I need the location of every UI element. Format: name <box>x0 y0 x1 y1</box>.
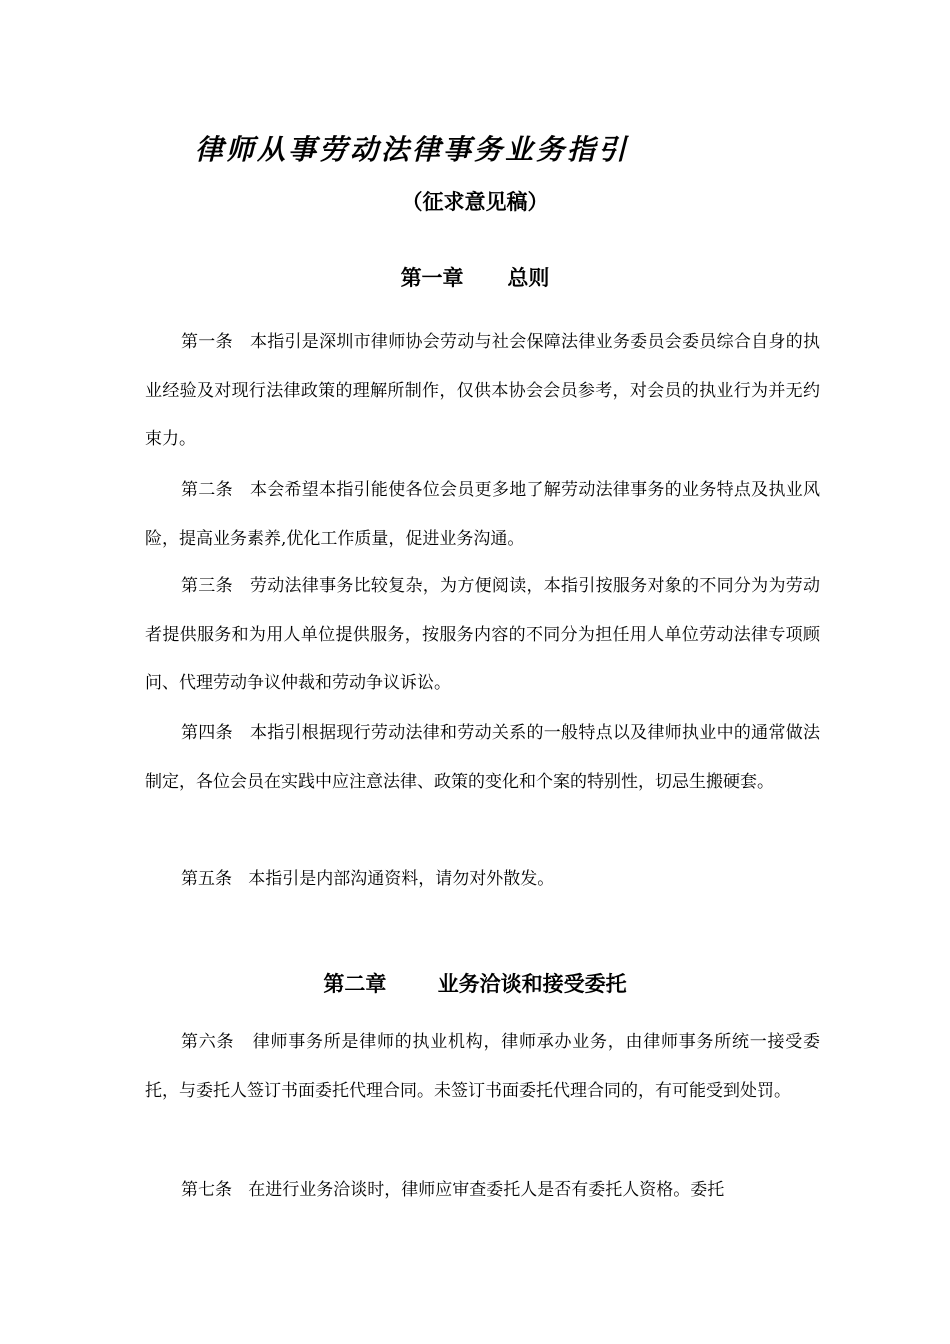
article-3 <box>145 562 820 708</box>
article-5 <box>145 855 820 904</box>
article-1 <box>145 318 820 464</box>
article-number: 第四条 <box>181 723 233 743</box>
chapter-heading-2: 第二章 业务洽谈和接受委托 <box>323 971 627 996</box>
article-2 <box>145 466 820 563</box>
article-number: 第六条 <box>181 1032 235 1052</box>
article-text: 劳动法律事务比较复杂，为方便阅读，本指引按服务对象的不同分为为劳动者提供服务和为用人单位提供服务，按服务内容的不同分为担任用人单位劳动法律专项顾问、代理劳动争议仲裁和劳动争议诉讼。 <box>145 576 821 693</box>
article-6 <box>145 1018 820 1115</box>
article-text: 本指引是深圳市律师协会劳动与社会保障法律业务委员会委员综合自身的执业经验及对现行法律政策的理解所制作，仅供本协会会员参考，对会员的执业行为并无约束力。 <box>145 332 821 449</box>
document-subtitle: （征求意见稿） <box>401 189 549 214</box>
article-text: 在进行业务洽谈时，律师应审查委托人是否有委托人资格。委托 <box>248 1180 725 1200</box>
chapter-heading-1: 第一章 总则 <box>400 265 550 290</box>
article-number: 第三条 <box>181 576 233 596</box>
article-text: 本指引是内部沟通资料，请勿对外散发。 <box>248 869 555 889</box>
article-number: 第七条 <box>181 1180 232 1200</box>
article-number: 第五条 <box>181 869 232 889</box>
article-number: 第一条 <box>181 332 233 352</box>
article-4 <box>145 709 820 806</box>
article-number: 第二条 <box>181 480 233 500</box>
article-text: 本指引根据现行劳动法律和劳动关系的一般特点以及律师执业中的通常做法制定，各位会员在实践中应注意法律、政策的变化和个案的特别性，切忌生搬硬套。 <box>145 723 821 792</box>
article-text: 本会希望本指引能使各位会员更多地了解劳动法律事务的业务特点及执业风险，提高业务素养,优化工作质量，促进业务沟通。 <box>145 480 821 549</box>
article-7 <box>145 1166 820 1215</box>
article-text: 律师事务所是律师的执业机构，律师承办业务，由律师事务所统一接受委托，与委托人签订书面委托代理合同。未签订书面委托代理合同的，有可能受到处罚。 <box>145 1032 821 1101</box>
document-title: 律师从事劳动法律事务业务指引 <box>195 133 630 166</box>
